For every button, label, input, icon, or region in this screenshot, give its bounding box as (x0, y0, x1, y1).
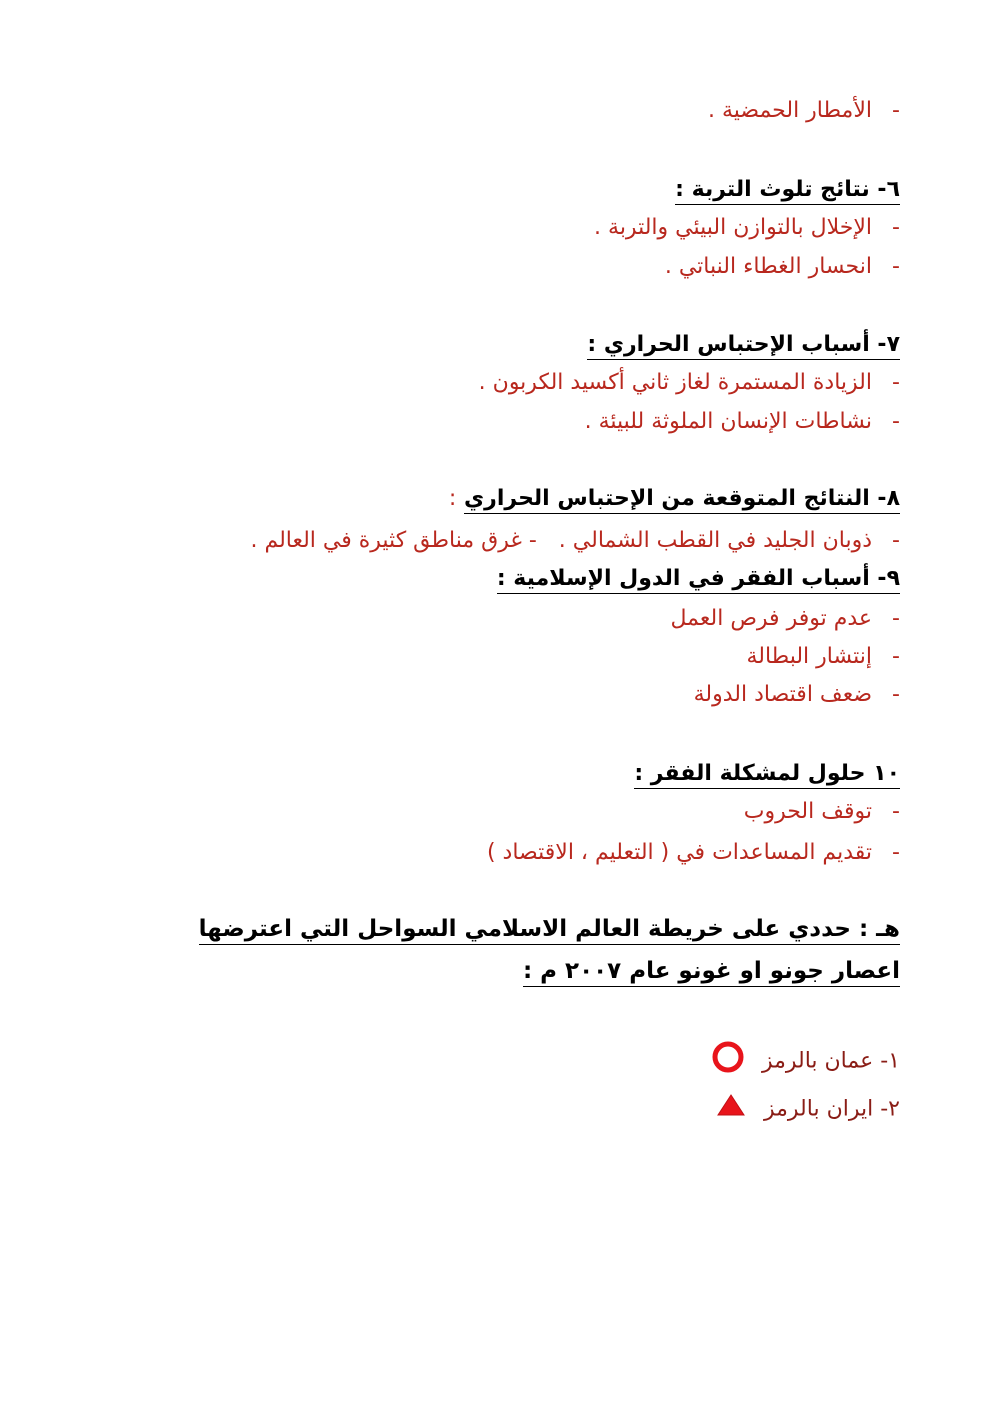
item-text: الزيادة المستمرة لغاز ثاني أكسيد الكربون . (478, 370, 872, 395)
item-text: تقديم المساعدات في ( التعليم ، الاقتصاد ) (486, 840, 872, 865)
list-item (746, 642, 900, 672)
heading-text: ٨- النتائج المتوقعة من الإحتباس الحراري (464, 486, 900, 514)
heading-text: ٧- أسباب الإحتباس الحراري : (587, 332, 900, 360)
bullet-dash: - (892, 528, 900, 553)
bullet-dash: - (892, 254, 900, 279)
item-text: نشاطات الإنسان الملوثة للبيئة . (584, 409, 872, 434)
item-text-secondary: - غرق مناطق كثيرة في العالم . (250, 528, 537, 553)
bullet-dash: - (892, 682, 900, 707)
item-text: انحسار الغطاء النباتي . (664, 254, 872, 279)
list-item (744, 797, 900, 827)
item-text: عدم توفر فرص العمل (670, 606, 872, 631)
bullet-dash: - (892, 606, 900, 631)
bullet-dash: - (892, 644, 900, 669)
legend-item-oman (711, 1040, 900, 1083)
section-heading-10 (634, 759, 900, 789)
section-heading-8 (449, 484, 900, 514)
item-text: ضعف اقتصاد الدولة (693, 682, 872, 707)
heading-text: ١٠ حلول لمشكلة الفقر : (634, 761, 900, 789)
section-heading-6 (675, 175, 900, 205)
red-circle-icon (711, 1040, 745, 1083)
task-text: اعصار جونو او غونو عام ٢٠٠٧ م : (523, 958, 900, 987)
bullet-dash: - (892, 370, 900, 395)
item-text: الأمطار الحمضية . (707, 98, 872, 123)
list-item (671, 604, 900, 634)
list-item (594, 213, 900, 243)
task-line-1 (199, 914, 900, 944)
heading-colon: : (448, 486, 457, 511)
bullet-dash: - (892, 215, 900, 240)
list-item (585, 407, 900, 437)
legend-label: ٢- ايران بالرمز (764, 1096, 900, 1122)
heading-text: ٩- أسباب الفقر في الدول الإسلامية : (497, 566, 900, 594)
bullet-dash: - (892, 840, 900, 865)
list-item (665, 252, 900, 282)
list-item (479, 368, 900, 398)
red-triangle-icon (715, 1092, 747, 1127)
item-text: توقف الحروب (743, 799, 872, 824)
legend-item-iran (715, 1092, 900, 1127)
bullet-dash: - (892, 98, 900, 123)
task-line-2 (523, 956, 900, 986)
section-heading-9 (497, 564, 900, 594)
bullet-dash: - (892, 799, 900, 824)
list-item (250, 526, 900, 556)
item-text: إنتشار البطالة (746, 644, 872, 669)
list-item (487, 838, 900, 868)
list-item (708, 96, 900, 126)
bullet-dash: - (892, 409, 900, 434)
heading-text: ٦- نتائج تلوث التربة : (675, 177, 900, 205)
item-text: الإخلال بالتوازن البيئي والتربة . (594, 215, 872, 240)
task-text: هـ : حددي على خريطة العالم الاسلامي السواحل التي اعترضها (199, 916, 900, 945)
section-heading-7 (587, 330, 900, 360)
item-text: ذوبان الجليد في القطب الشمالي . (558, 528, 872, 553)
legend-label: ١- عمان بالرمز (761, 1048, 900, 1074)
list-item (694, 680, 900, 710)
